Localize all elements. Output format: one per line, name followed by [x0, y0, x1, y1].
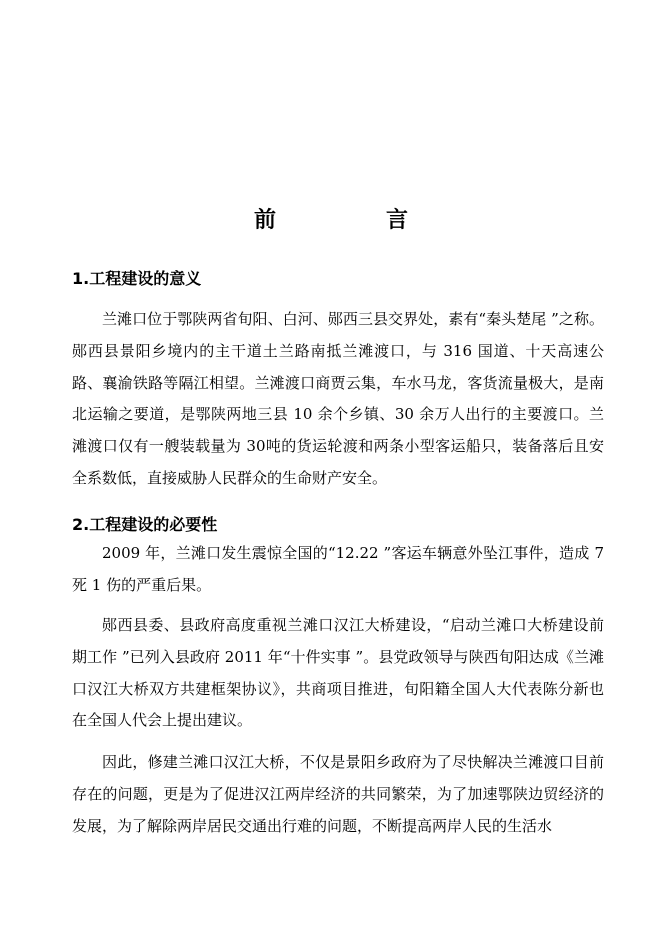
paragraph-conclusion: 因此，修建兰滩口汉江大桥，不仅是景阳乡政府为了尽快解决兰滩渡口目前存在的问题，更是为了促进汉江两岸经济的共同繁荣，为了加速鄂陕边贸经济的发展，为了解除两岸居民交通出行难的问题，不断提高两岸人民的生活水	[72, 753, 604, 835]
paragraph-accident: 2009 年，兰滩口发生震惊全国的“12.22 ”客运车辆意外坠江事件，造成 7 死 1 伤的严重后果。	[72, 544, 604, 594]
section-heading-significance: 1.工程建设的意义	[72, 269, 202, 288]
paragraph-government: 郧西县委、县政府高度重视兰滩口汉江大桥建设，“启动兰滩口大桥建设前期工作 ”已列入县政府 2011 年“十件实事 ”。县党政领导与陕西旬阳达成《兰滩口汉江大桥双方共建框架协议》，共商项目推进，旬阳籍全国人大代表陈分新也在全国人代会上提出建议。	[72, 616, 604, 730]
paragraph-significance: 兰滩口位于鄂陕两省旬阳、白河、郧西三县交界处，素有“秦头楚尾 ”之称。郧西县景阳乡境内的主干道土兰路南抵兰滩渡口，与 316 国道、十天高速公路、襄渝铁路等隔江相望。兰滩渡口商贾云集，车水马龙，客货流量极大，是南北运输之要道，是鄂陕两地三县 10 余个乡镇、30 余万人出行的主要渡口。兰滩渡口仅有一艘装载量为 30吨的货运轮渡和两条小型客运船只，装备落后且安全系数低，直接威胁人民群众的生命财产安全。	[72, 310, 604, 487]
page-title: 前 言	[253, 208, 452, 233]
section-heading-necessity: 2.工程建设的必要性	[72, 515, 218, 534]
